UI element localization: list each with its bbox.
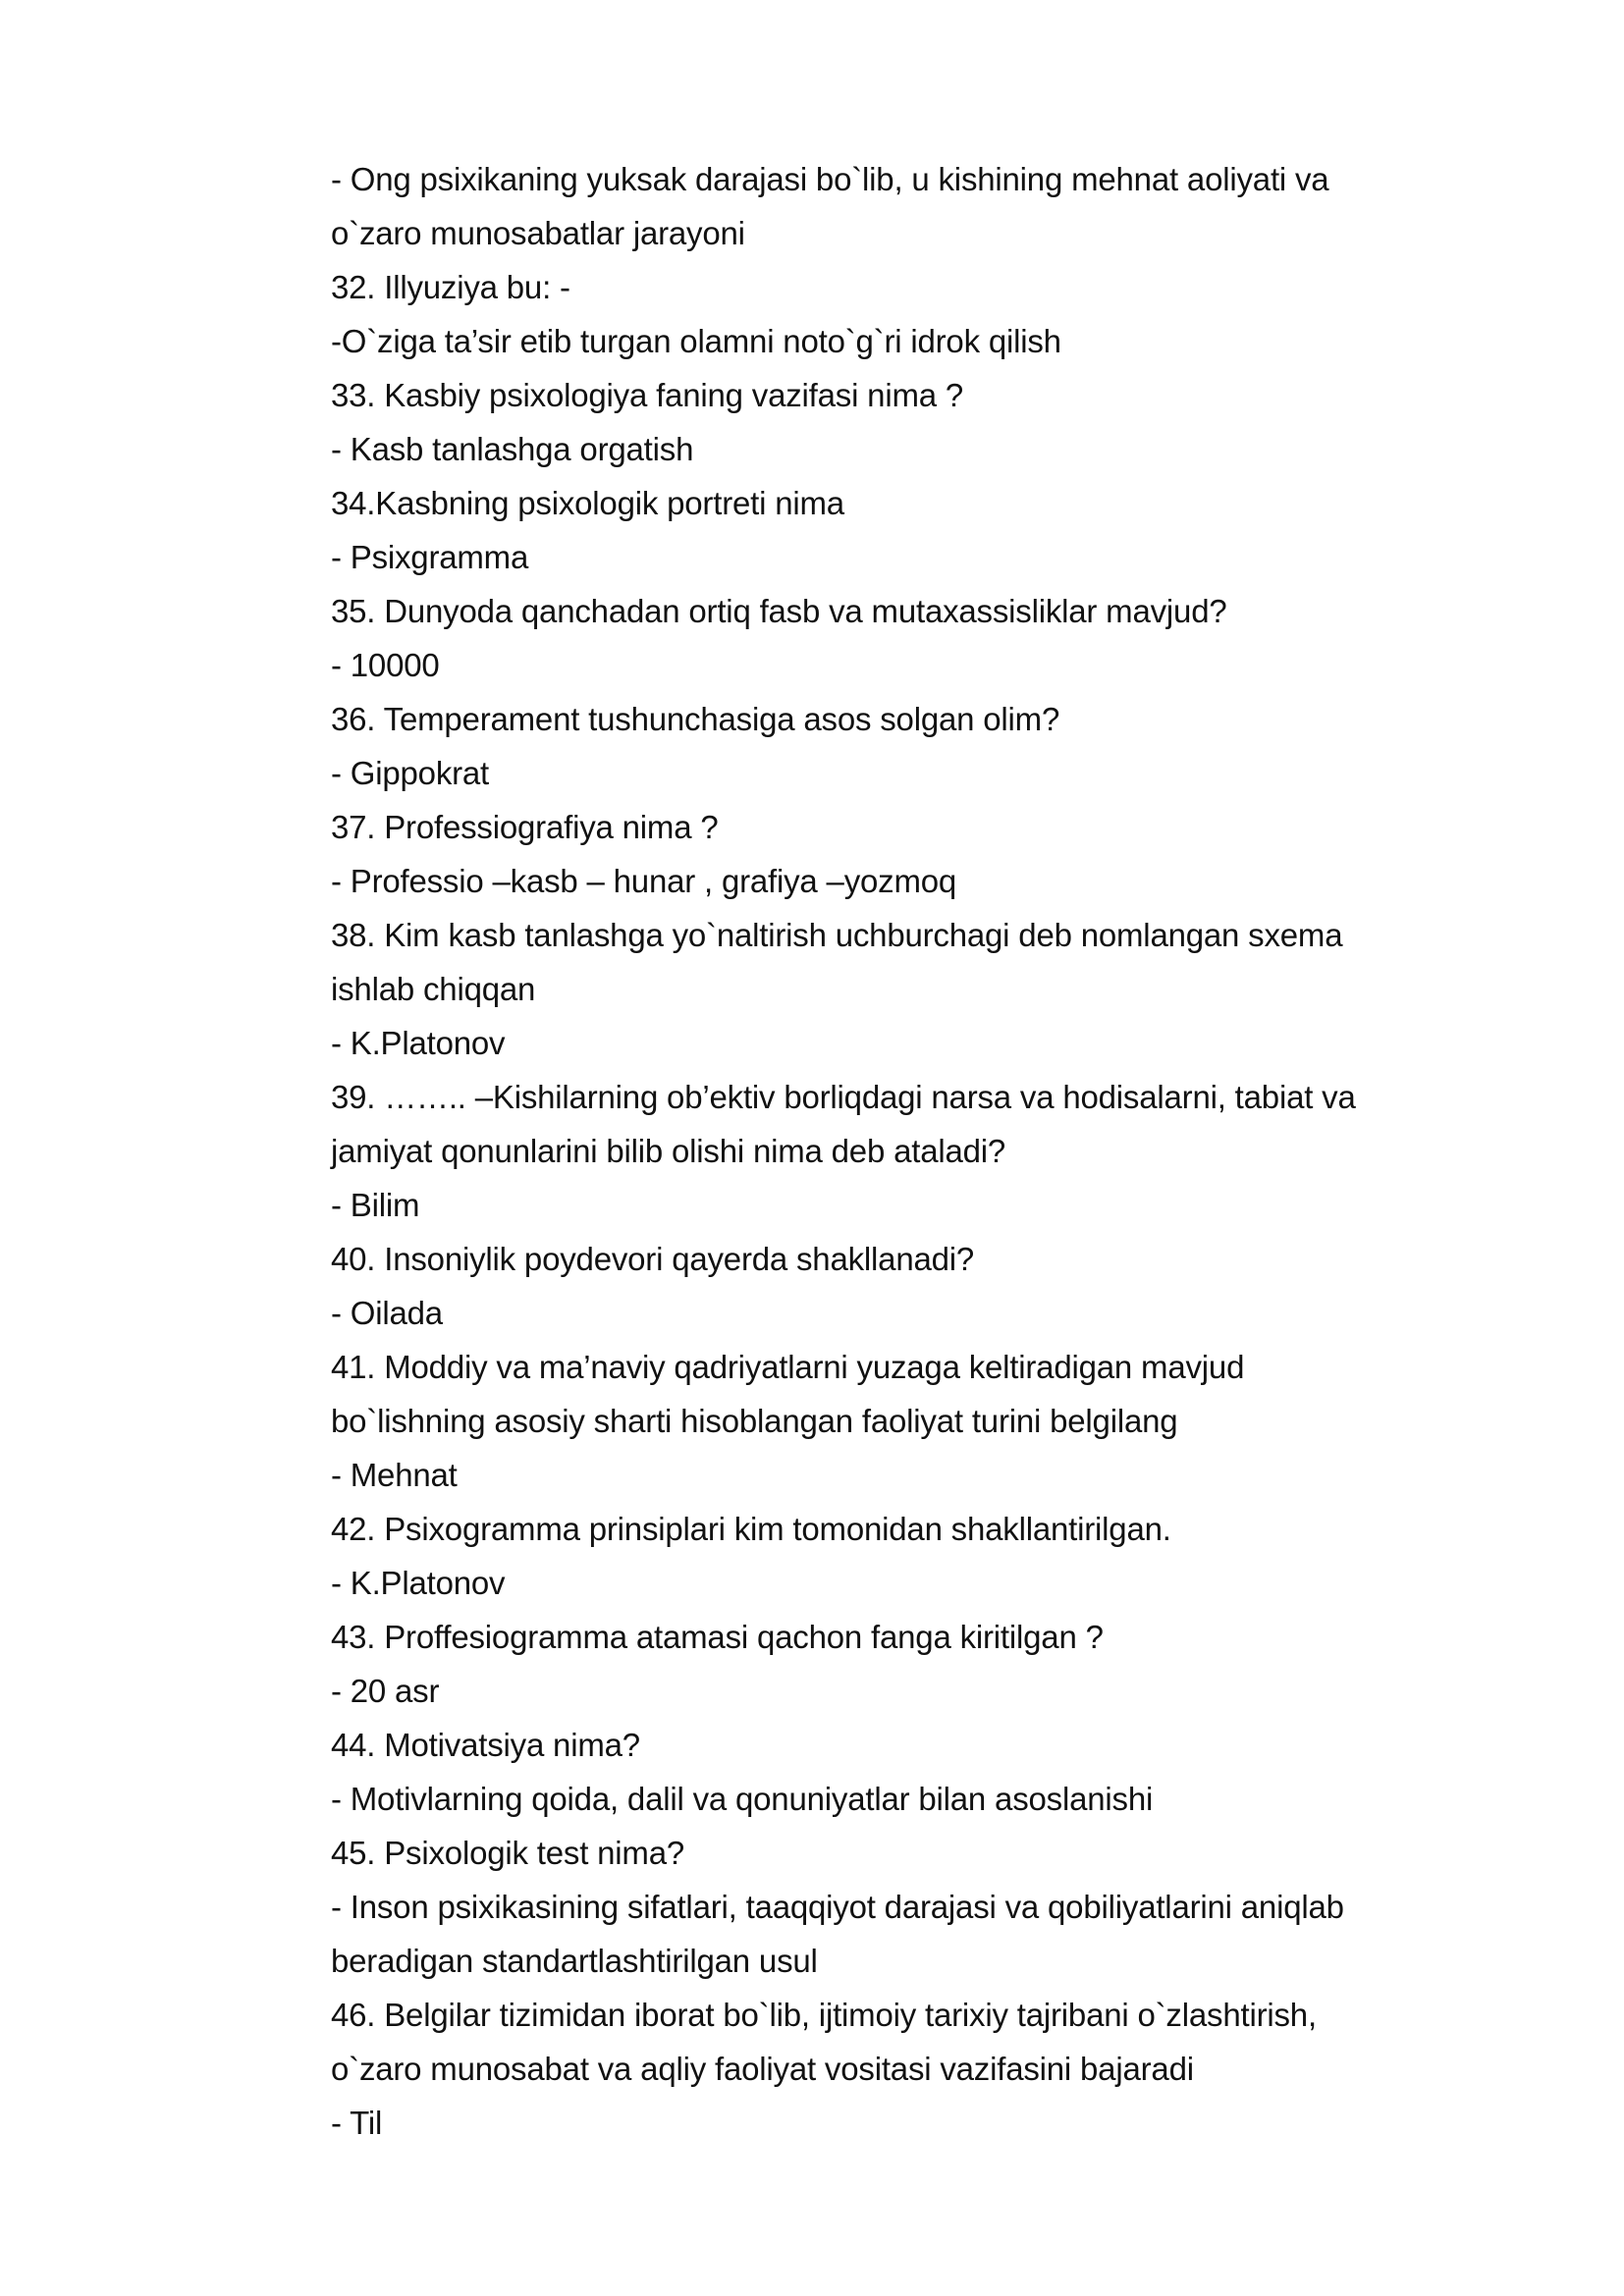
question-line: 44. Motivatsiya nima? [331,1727,640,1763]
question-line: 46. Belgilar tizimidan iborat bo`lib, ijtimoiy tarixiy tajribani o`zlashtirish, [331,1997,1317,2033]
question-line: 45. Psixologik test nima? [331,1835,685,1871]
question-line: 39. …….. –Kishilarning ob’ektiv borliqdagi narsa va hodisalarni, tabiat va [331,1079,1356,1115]
question-line: ishlab chiqqan [331,971,536,1007]
answer-line: - Oilada [331,1295,443,1331]
question-line: 34.Kasbning psixologik portreti nima [331,485,844,521]
text-block [331,152,1489,2150]
question-line: 42. Psixogramma prinsiplari kim tomonidan shakllantirilgan. [331,1511,1171,1547]
answer-line: - Kasb tanlashga orgatish [331,431,694,467]
question-line: jamiyat qonunlarini bilib olishi nima deb ataladi? [331,1133,1006,1169]
question-line: 36. Temperament tushunchasiga asos solgan olim? [331,701,1060,737]
answer-line: - 10000 [331,647,440,683]
question-line: 37. Professiografiya nima ? [331,809,719,845]
answer-line: - Inson psixikasining sifatlari, taaqqiyot darajasi va qobiliyatlarini aniqlab [331,1889,1344,1925]
question-line: 32. Illyuziya bu: - [331,269,570,305]
answer-line: - Til [331,2105,383,2141]
question-line: 35. Dunyoda qanchadan ortiq fasb va mutaxassisliklar mavjud? [331,593,1227,629]
question-line: 41. Moddiy va ma’naviy qadriyatlarni yuzaga keltiradigan mavjud [331,1349,1245,1385]
answer-line: -O`ziga ta’sir etib turgan olamni noto`g`ri idrok qilish [331,323,1061,359]
question-line: 40. Insoniylik poydevori qayerda shakllanadi? [331,1241,975,1277]
answer-line: - Bilim [331,1187,420,1223]
text-line: o`zaro munosabatlar jarayoni [331,215,745,251]
answer-line: - Motivlarning qoida, dalil va qonuniyatlar bilan asoslanishi [331,1781,1154,1817]
answer-line: - 20 asr [331,1673,440,1709]
question-line: 33. Kasbiy psixologiya faning vazifasi nima ? [331,377,964,413]
question-line: o`zaro munosabat va aqliy faoliyat vositasi vazifasini bajaradi [331,2051,1194,2087]
answer-line: - K.Platonov [331,1565,506,1601]
answer-line: beradigan standartlashtirilgan usul [331,1943,818,1979]
answer-line: - Professio –kasb – hunar , grafiya –yozmoq [331,863,957,899]
question-line: 43. Proffesiogramma atamasi qachon fanga kiritilgan ? [331,1619,1104,1655]
answer-line: - K.Platonov [331,1025,506,1061]
question-line: 38. Kim kasb tanlashga yo`naltirish uchburchagi deb nomlangan sxema [331,917,1343,953]
answer-line: - Psixgramma [331,539,529,575]
question-line: bo`lishning asosiy sharti hisoblangan faoliyat turini belgilang [331,1403,1178,1439]
text-line: - Ong psixikaning yuksak darajasi bo`lib, u kishining mehnat aoliyati va [331,161,1329,197]
answer-line: - Gippokrat [331,755,490,791]
answer-line: - Mehnat [331,1457,458,1493]
